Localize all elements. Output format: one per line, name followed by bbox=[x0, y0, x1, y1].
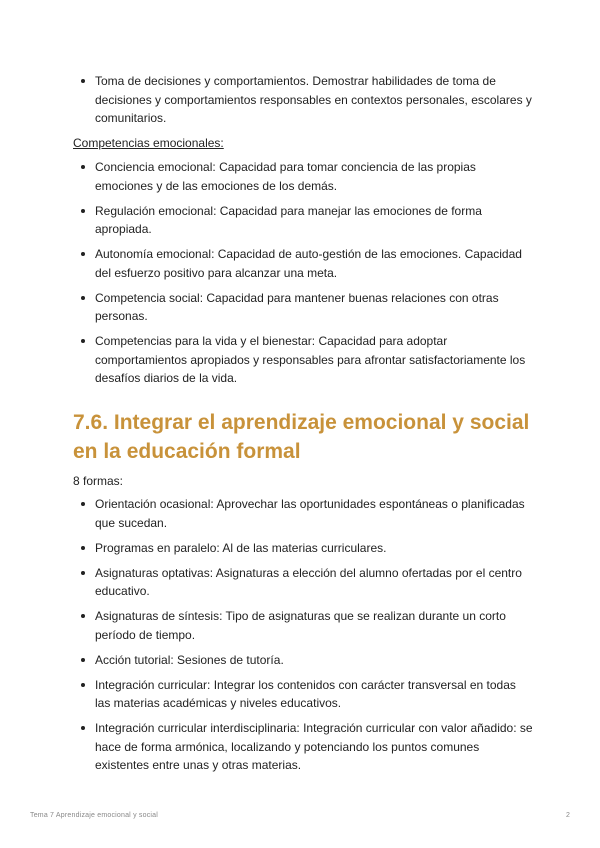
bullet-icon bbox=[81, 296, 85, 300]
list-item-text: Acción tutorial: Sesiones de tutoría. bbox=[95, 652, 284, 667]
list-item bbox=[73, 719, 533, 775]
list-item-text: Asignaturas de síntesis: Tipo de asignaturas que se realizan durante un corto período de tiempo. bbox=[95, 609, 506, 642]
list-item-text: Orientación ocasional: Aprovechar las oportunidades espontáneas o planificadas que sucedan. bbox=[95, 497, 525, 530]
bullet-icon bbox=[81, 502, 85, 506]
list-item-text: Autonomía emocional: Capacidad de auto-gestión de las emociones. Capacidad del esfuerzo positivo para alcanzar una meta. bbox=[95, 247, 522, 280]
bullet-icon bbox=[81, 726, 85, 730]
bullet-icon bbox=[81, 571, 85, 575]
forms-intro: 8 formas: bbox=[73, 474, 124, 488]
bullet-icon bbox=[81, 79, 85, 83]
page-number: 2 bbox=[566, 812, 570, 819]
footer-title: Tema 7 Aprendizaje emocional y social bbox=[30, 812, 159, 819]
section-heading: 7.6. Integrar el aprendizaje emocional y social en la educación formal bbox=[73, 411, 530, 463]
bullet-icon bbox=[81, 614, 85, 618]
bullet-icon bbox=[81, 339, 85, 343]
list-item-text: Integración curricular: Integrar los contenidos con carácter transversal en todas las materias académicas y niveles educativos. bbox=[95, 677, 516, 710]
list-item bbox=[73, 245, 533, 282]
list-item-text: Competencias para la vida y el bienestar: Capacidad para adoptar comportamientos apropiados y responsables para afrontar satisfactoriamente los desafíos diarios de la vida. bbox=[95, 334, 526, 385]
emotional-competencies-list bbox=[73, 158, 533, 394]
list-item bbox=[73, 72, 533, 128]
list-item bbox=[73, 651, 533, 670]
decision-list bbox=[73, 72, 533, 134]
list-item bbox=[73, 564, 533, 601]
bullet-icon bbox=[81, 165, 85, 169]
list-item-text: Integración curricular interdisciplinaria: Integración curricular con valor añadido: se hace de forma armónica, localizando y potenciando los puntos comunes existentes entre unas y otras materias. bbox=[95, 721, 533, 772]
bullet-icon bbox=[81, 546, 85, 550]
list-item bbox=[73, 202, 533, 239]
list-item-text: Toma de decisiones y comportamientos. Demostrar habilidades de toma de decisiones y comportamientos responsables en contextos personales, escolares y comunitarios. bbox=[95, 74, 532, 125]
forms-list bbox=[73, 495, 533, 781]
list-item-text: Asignaturas optativas: Asignaturas a elección del alumno ofertadas por el centro educativo. bbox=[95, 565, 522, 598]
list-item bbox=[73, 289, 533, 326]
list-item bbox=[73, 539, 533, 558]
list-item bbox=[73, 495, 533, 532]
bullet-icon bbox=[81, 252, 85, 256]
list-item-text: Competencia social: Capacidad para mantener buenas relaciones con otras personas. bbox=[95, 290, 499, 323]
list-item bbox=[73, 158, 533, 195]
emotional-competencies-label: Competencias emocionales: bbox=[73, 136, 224, 150]
list-item-text: Conciencia emocional: Capacidad para tomar conciencia de las propias emociones y de las emociones de los demás. bbox=[95, 160, 476, 193]
bullet-icon bbox=[81, 209, 85, 213]
list-item-text: Regulación emocional: Capacidad para manejar las emociones de forma apropiada. bbox=[95, 203, 482, 236]
bullet-icon bbox=[81, 658, 85, 662]
list-item bbox=[73, 332, 533, 388]
list-item bbox=[73, 607, 533, 644]
list-item bbox=[73, 676, 533, 713]
bullet-icon bbox=[81, 683, 85, 687]
list-item-text: Programas en paralelo: Al de las materias curriculares. bbox=[95, 540, 387, 555]
